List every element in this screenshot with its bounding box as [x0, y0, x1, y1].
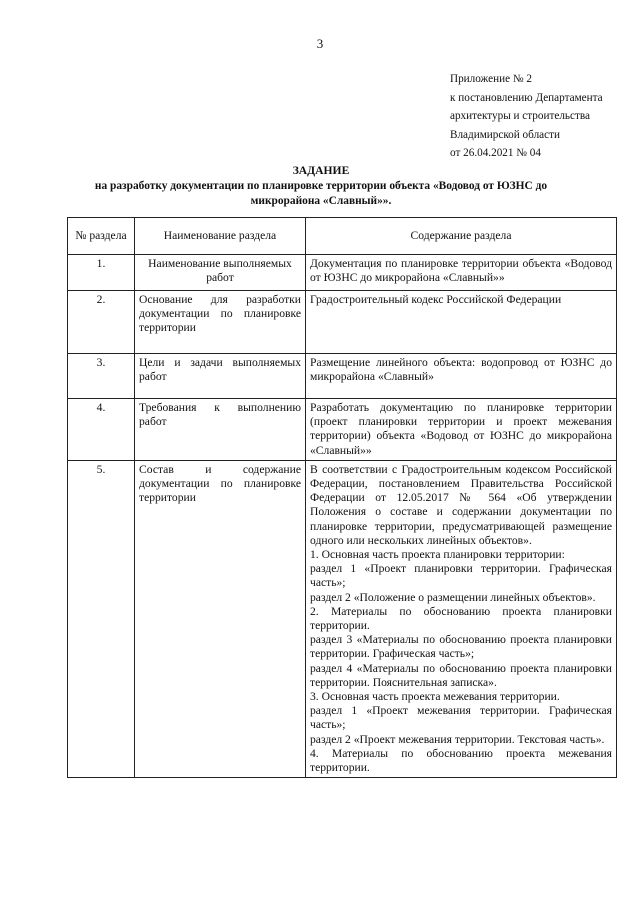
title-line-1: на разработку документации по планировке территории объекта «Водовод от ЮЗНС до: [94, 180, 548, 192]
table-row: [68, 460, 617, 777]
row-content: Документация по планировке территории объекта «Водовод от ЮЗНС до микрорайона «Славный»»: [306, 255, 617, 291]
content-paragraph: раздел 2 «Положение о размещении линейных объектов».: [310, 590, 596, 604]
content-paragraph: В соответствии с Градостроительным кодексом Российской Федерации, постановлением Правительства Российской Федерации от 12.05.2017 № 564 «Об утверждении Положения о составе и содержании документации по планировке территории, предусматривающей размещение одного или нескольких линейных объектов».: [310, 462, 612, 547]
header-content: Содержание раздела: [306, 218, 617, 255]
content-paragraph: раздел 1 «Проект планировки территории. Графическая часть»;: [310, 562, 612, 590]
table-header-row: [68, 218, 617, 255]
row-name: Состав и содержание документации по планировке территории: [135, 460, 306, 777]
row-content: [306, 460, 617, 777]
document-title: [86, 163, 556, 209]
header-num: № раздела: [68, 218, 135, 255]
table-row: [68, 399, 617, 461]
table-row: [68, 291, 617, 354]
header-name: Наименование раздела: [135, 218, 306, 255]
row-num: 5.: [68, 460, 135, 777]
task-table: [67, 217, 617, 778]
appendix-line: к постановлению Департамента: [450, 91, 603, 104]
content-paragraph: раздел 2 «Проект межевания территории. Текстовая часть».: [310, 732, 605, 746]
row-num: 4.: [68, 399, 135, 461]
appendix-line: от 26.04.2021 № 04: [450, 147, 541, 160]
row-content: Градостроительный кодекс Российской Федерации: [306, 291, 617, 354]
appendix-line: Владимирской области: [450, 128, 560, 141]
content-paragraph: раздел 4 «Материалы по обоснованию проекта планировки территории. Пояснительная записка».: [310, 661, 612, 689]
row-name: Основание для разработки документации по планировке территории: [135, 291, 306, 354]
row-num: 3.: [68, 354, 135, 399]
table-row: [68, 354, 617, 399]
content-paragraph: 3. Основная часть проекта межевания территории.: [310, 690, 560, 704]
title-heading: ЗАДАНИЕ: [292, 164, 350, 177]
title-line-2: микрорайона «Славный»».: [250, 195, 392, 207]
content-paragraph: раздел 3 «Материалы по обоснованию проекта планировки территории. Графическая часть»;: [310, 633, 612, 661]
row-name: Цели и задачи выполняемых работ: [135, 354, 306, 399]
appendix-block: [450, 70, 603, 163]
row-num: 1.: [68, 255, 135, 291]
content-paragraph: 1. Основная часть проекта планировки территории:: [310, 548, 565, 562]
row-name: Наименование выполняемых работ: [135, 255, 306, 291]
row-num: 2.: [68, 291, 135, 354]
appendix-line: Приложение № 2: [450, 73, 532, 85]
content-paragraph: 4. Материалы по обоснованию проекта межевания территории.: [310, 746, 612, 775]
page-number: 3: [316, 36, 324, 51]
row-content: Размещение линейного объекта: водопровод от ЮЗНС до микрорайона «Славный»: [306, 354, 617, 399]
content-paragraph: 2. Материалы по обоснованию проекта планировки территории.: [310, 604, 612, 633]
row-content: Разработать документацию по планировке территории (проект планировки территории и проект межевания территории) объекта «Водовод от ЮЗНС до микрорайона «Славный»»: [306, 399, 617, 461]
content-paragraph: раздел 1 «Проект межевания территории. Графическая часть»;: [310, 704, 612, 732]
table-row: [68, 255, 617, 291]
row-name: Требования к выполнению работ: [135, 399, 306, 461]
appendix-line: архитектуры и строительства: [450, 110, 590, 123]
